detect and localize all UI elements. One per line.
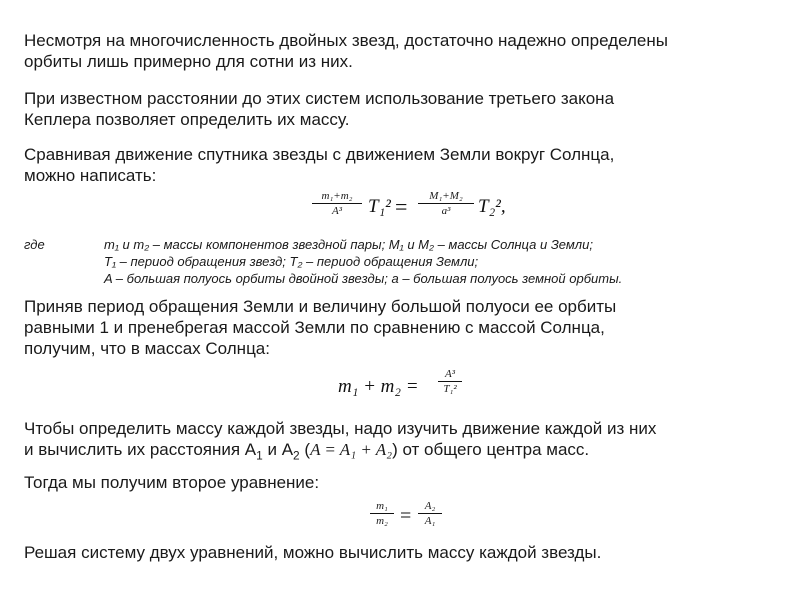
definition-line-3: A – большая полуось орбиты двойной звезды; a – большая полуось земной орбиты. [104,271,623,286]
paragraph-4-line-1: Приняв период обращения Земли и величину большой полуоси ее орбиты [24,297,617,316]
paragraph-4-line-3: получим, что в массах Солнца: [24,339,270,358]
formula1-rhs-tail: T₂², [478,196,506,217]
paragraph-2 [24,88,794,130]
paragraph-1-line-1: Несмотря на многочисленность двойных звезд, достаточно надежно определены [24,31,668,50]
paragraph-6: Тогда мы получим второе уравнение: [24,473,320,492]
paragraph-4 [24,296,794,359]
formula3-rhs-fraction [418,500,442,527]
paragraph-5-line-2 [24,439,794,463]
formula1-lhs-tail: T₁² [368,196,391,217]
paragraph-5-open: ( [299,440,311,459]
formula1-rhs-denominator: a³ [441,205,451,217]
formula3-lhs-denominator: m₂ [376,515,388,527]
definitions-where-label: где [24,237,45,252]
paragraph-3-line-1: Сравнивая движение спутника звезды с движением Земли вокруг Солнца, [24,145,615,164]
inline-expression: A = A₁ + A₂ [310,440,393,459]
paragraph-3 [24,144,794,186]
formula3-equals: = [400,505,412,527]
paragraph-3-line-2: можно написать: [24,166,157,185]
subscript-2: 2 [293,448,300,463]
formula1-rhs-numerator: M₁+M₂ [429,190,463,202]
paragraph-2-line-2: Кеплера позволяет определить их массу. [24,110,350,129]
paragraph-5-and: и А [262,440,294,459]
subscript-1: 1 [256,448,263,463]
paragraph-1 [24,30,794,72]
paragraph-1-line-2: орбиты лишь примерно для сотни из них. [24,52,353,71]
formula2-fraction [438,368,462,395]
fraction-bar [418,513,442,514]
formula3-rhs-numerator: A₂ [424,500,436,512]
formula3-rhs-denominator: A₁ [424,515,436,527]
fraction-bar [438,381,462,382]
formula1-lhs-numerator: m₁+m₂ [321,190,353,202]
formula1-lhs-fraction [312,190,362,217]
paragraph-4-line-2: равными 1 и пренебрегая массой Земли по сравнению с массой Солнца, [24,318,605,337]
fraction-bar [418,203,474,204]
formula1-lhs-denominator: A³ [331,205,343,217]
paragraph-5-prefix: и вычислить их расстояния А [24,440,257,459]
formula3-lhs-fraction [370,500,394,527]
formula2-lhs: m₁ + m₂ = [338,376,419,397]
formula2-denominator: T₁² [443,383,457,395]
fraction-bar [312,203,362,204]
formula3-lhs-numerator: m₁ [376,500,388,512]
paragraph-5-line-1: Чтобы определить массу каждой звезды, надо изучить движение каждой из них [24,419,657,438]
paragraph-7: Решая систему двух уравнений, можно вычислить массу каждой звезды. [24,543,602,562]
definition-line-2: T₁ – период обращения звезд; T₂ – период обращения Земли; [104,254,479,269]
definitions-list [104,236,622,287]
paragraph-5-close: ) от общего центра масс. [392,440,590,459]
paragraph-5 [24,418,794,463]
definition-line-1: m₁ и m₂ – массы компонентов звездной пары; M₁ и M₂ – массы Солнца и Земли; [104,237,593,252]
paragraph-2-line-1: При известном расстоянии до этих систем использование третьего закона [24,89,615,108]
fraction-bar [370,513,394,514]
formula1-equals: = [395,194,408,219]
formula2-numerator: A³ [444,368,456,380]
formula1-rhs-fraction [418,190,474,217]
